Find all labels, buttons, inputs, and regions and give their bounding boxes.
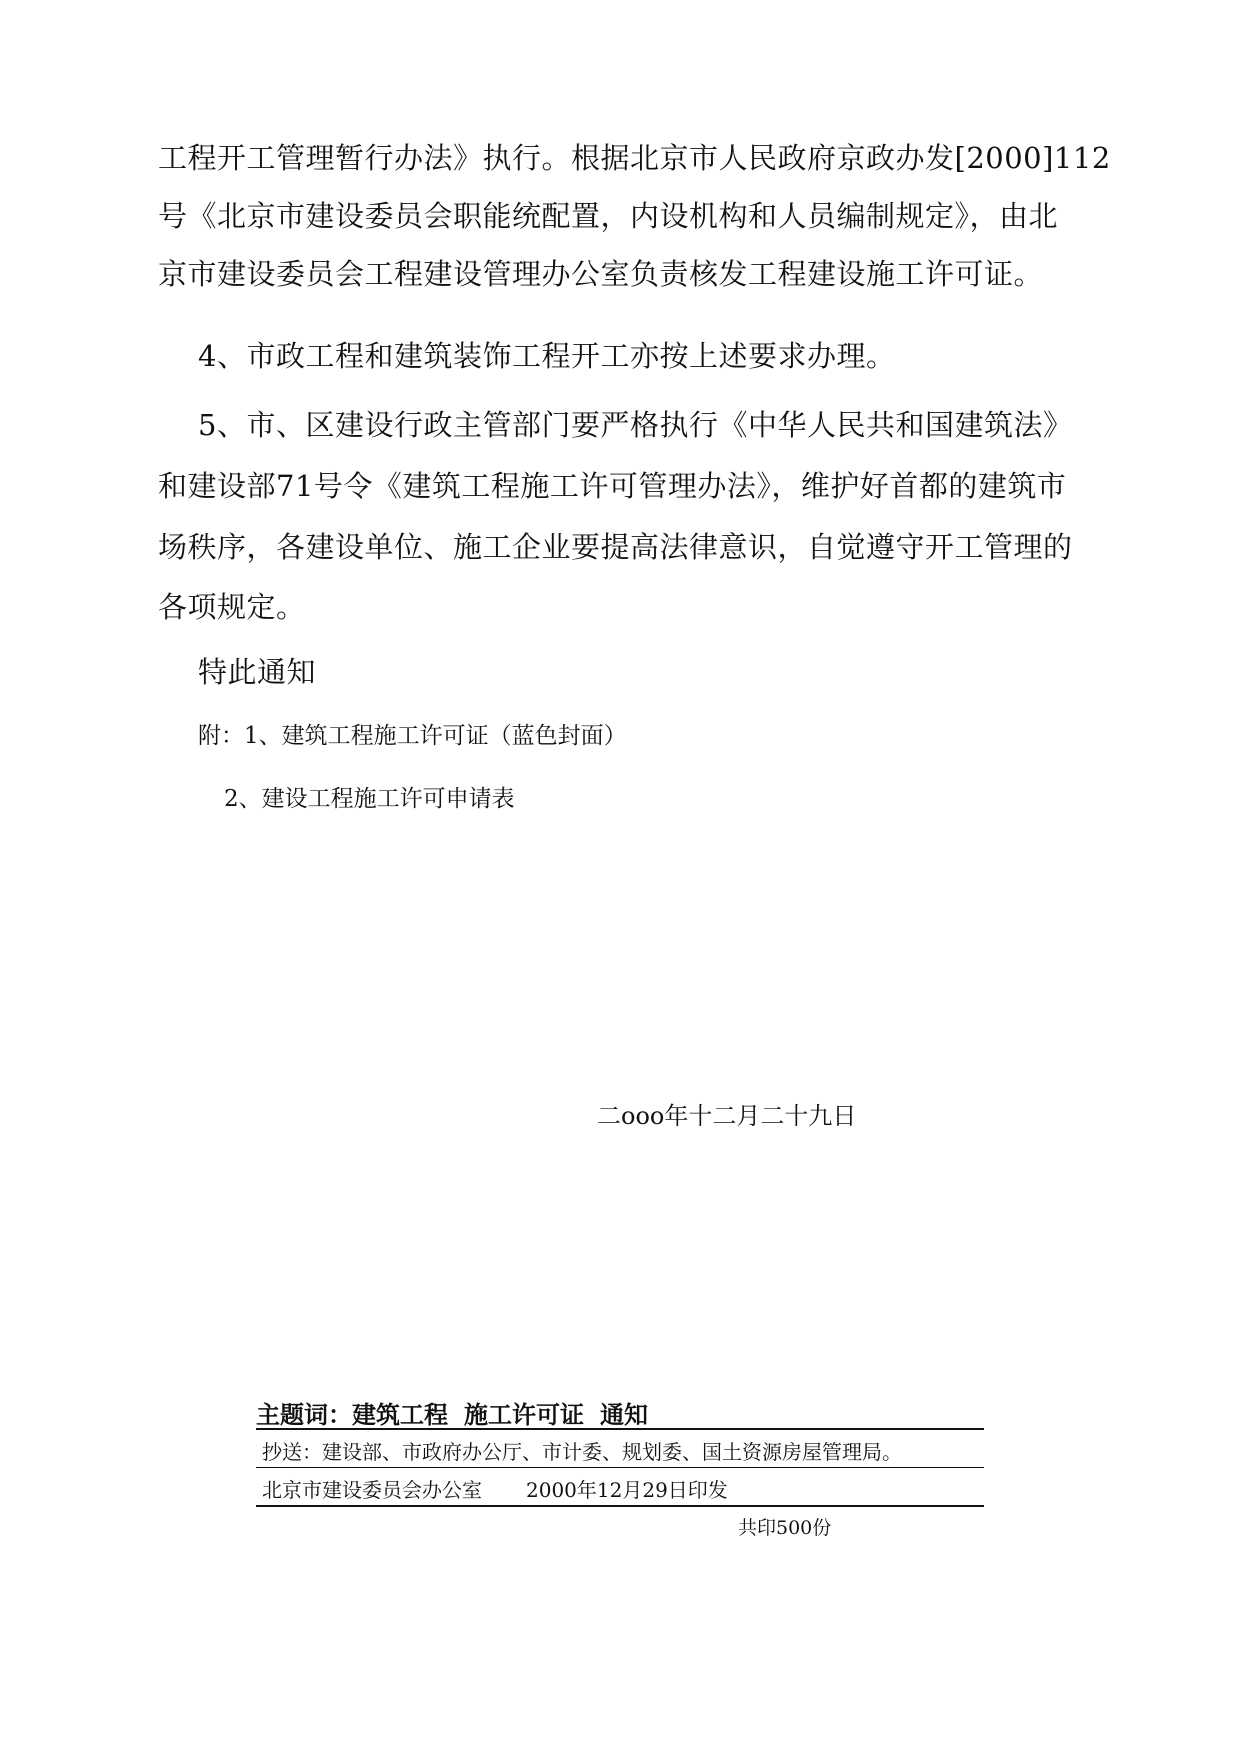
footer-rule-middle — [256, 1467, 984, 1468]
issuer-name: 北京市建设委员会办公室 — [262, 1478, 482, 1502]
body-line-7: 场秩序，各建设单位、施工企业要提高法律意识，自觉遵守开工管理的 — [158, 530, 1073, 564]
cc-list: 抄送：建设部、市政府办公厅、市计委、规划委、国土资源房屋管理局。 — [262, 1440, 902, 1464]
issue-date: 2000年12月29日印发 — [526, 1478, 728, 1502]
body-line-1: 工程开工管理暂行办法》执行。根据北京市人民政府京政办发[2000]112 — [158, 141, 1111, 175]
closing-line: 特此通知 — [198, 655, 317, 689]
body-line-4: 4、市政工程和建筑装饰工程开工亦按上述要求办理。 — [198, 339, 896, 373]
subject-term: 通知 — [600, 1400, 648, 1429]
body-line-8: 各项规定。 — [158, 590, 306, 624]
document-date: 二ooo年十二月二十九日 — [597, 1102, 857, 1130]
attachment-1: 附：1、建筑工程施工许可证（蓝色封面） — [198, 723, 627, 749]
body-line-2: 号《北京市建设委员会职能统配置，内设机构和人员编制规定》，由北 — [158, 199, 1059, 233]
subject-label: 主题词： — [256, 1400, 352, 1429]
subject-keywords — [256, 1395, 648, 1430]
body-line-3: 京市建设委员会工程建设管理办公室负责核发工程建设施工许可证。 — [158, 257, 1044, 291]
subject-term: 建筑工程 — [352, 1400, 448, 1429]
body-line-5: 5、市、区建设行政主管部门要严格执行《中华人民共和国建筑法》 — [198, 408, 1073, 442]
body-line-6: 和建设部71号令《建筑工程施工许可管理办法》，维护好首都的建筑市 — [158, 469, 1067, 503]
footer-rule-top — [256, 1428, 984, 1430]
footer-rule-bottom — [256, 1505, 984, 1507]
print-copies: 共印500份 — [738, 1517, 832, 1539]
attachment-2: 2、建设工程施工许可申请表 — [224, 786, 515, 812]
issuer-line — [262, 1474, 728, 1503]
subject-term: 施工许可证 — [464, 1400, 584, 1429]
